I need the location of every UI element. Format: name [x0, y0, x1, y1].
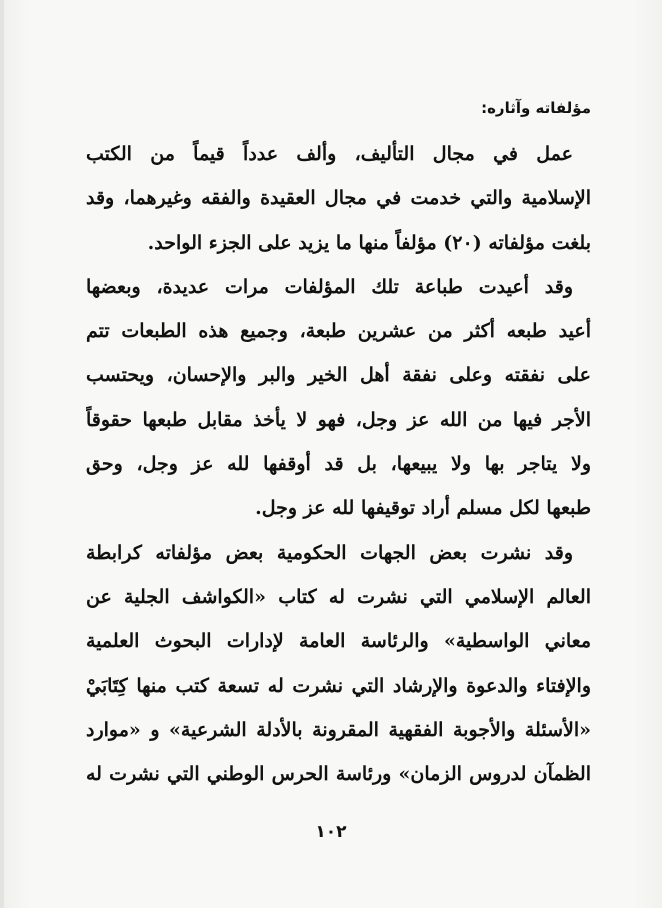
text-line: عمل في مجال التأليف، وألف عدداً قيماً من الكتب	[86, 143, 573, 165]
paragraph-authorship	[86, 132, 591, 265]
text-line: والإفتاء والدعوة والإرشاد التي نشرت له تسعة كتب منها كِتَابَيْ	[86, 674, 591, 697]
text-line: وقد أعيدت طباعة تلك المؤلفات مرات عديدة، وبعضها	[86, 275, 573, 298]
page-number: ١٠٢	[315, 822, 347, 842]
text-line: ولا يتاجر بها ولا يبيعها، بل قد أوقفها لله عز وجل، وحق	[86, 453, 591, 476]
text-line: طبعها لكل مسلم أراد توقيفها لله عز وجل.	[255, 497, 591, 520]
paragraph-reprints	[86, 265, 591, 531]
biography-text-block	[86, 92, 591, 796]
text-line: الظمآن لدروس الزمان» ورئاسة الحرس الوطني التي نشرت له	[86, 763, 591, 786]
scan-edge-shadow	[0, 0, 4, 908]
text-line: على نفقته وعلى نفقة أهل الخير والبر والإحسان، ويحتسب	[86, 364, 591, 387]
text-line: «الأسئلة والأجوبة الفقهية المقرونة بالأدلة الشرعية» و «موارد	[86, 718, 591, 741]
text-line: معاني الواسطية» والرئاسة العامة لإدارات البحوث العلمية	[86, 630, 591, 653]
text-line: العالم الإسلامي التي نشرت له كتاب «الكواشف الجلية عن	[86, 585, 591, 608]
text-line: الإسلامية والتي خدمت في مجال العقيدة والفقه وغيرهما، وقد	[86, 187, 591, 210]
paragraph-publishers	[86, 531, 591, 797]
section-heading: مؤلفاته وآثاره:	[481, 99, 591, 117]
text-line: بلغت مؤلفاته (٢٠) مؤلفاً منها ما يزيد على الجزء الواحد.	[147, 231, 591, 254]
text-line: الأجر فيها من الله عز وجل، فهو لا يأخذ مقابل طبعها حقوقاً	[86, 408, 591, 431]
text-line: أعيد طبعه أكثر من عشرين طبعة، وجميع هذه الطبعات تتم	[86, 320, 591, 343]
text-line: وقد نشرت بعض الجهات الحكومية بعض مؤلفاته كرابطة	[86, 541, 573, 564]
